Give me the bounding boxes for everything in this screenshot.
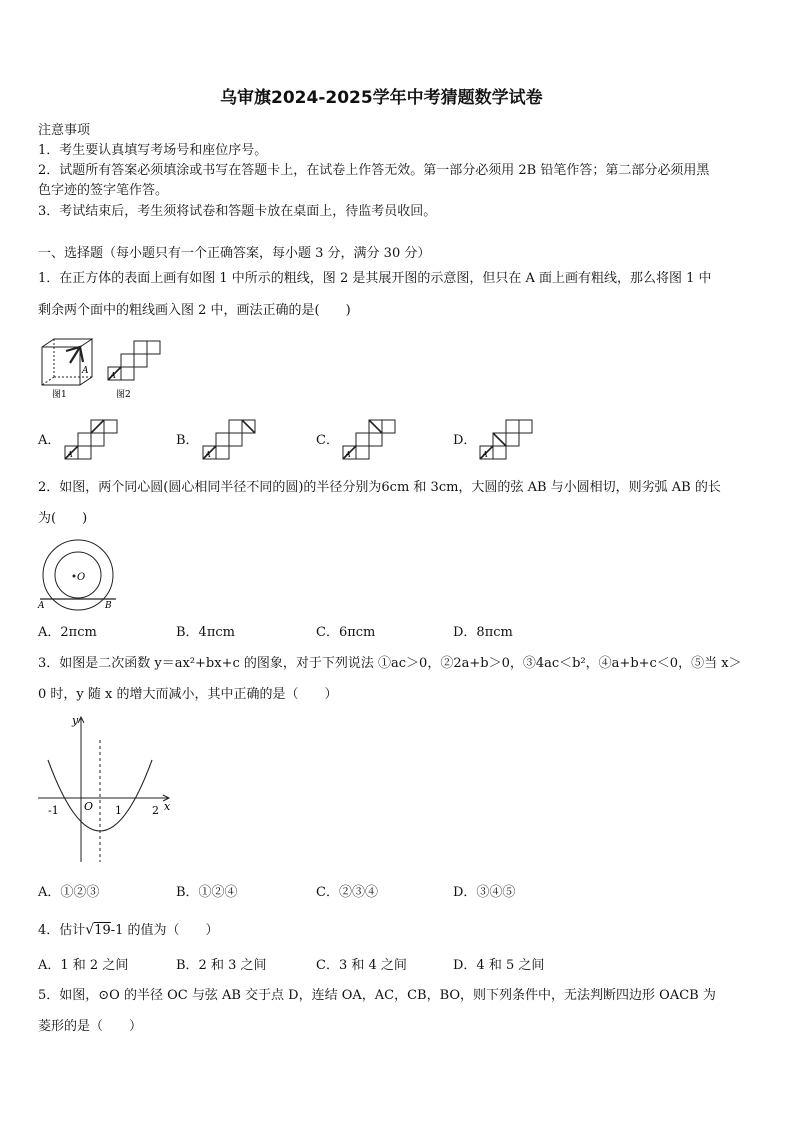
q3-option-d[interactable]: D．③④⑤ <box>453 885 516 900</box>
q4-option-d[interactable]: D．4 和 5 之间 <box>453 958 545 973</box>
notice-heading: 注意事项 <box>38 123 91 138</box>
q1-option-b[interactable]: B． <box>176 433 199 448</box>
notice-item-2-cont: 色字迹的签字笔作答。 <box>38 183 169 198</box>
q4-text <box>38 922 219 939</box>
q1-option-a[interactable]: A． <box>38 433 61 448</box>
section-heading: 一、选择题（每小题只有一个正确答案，每小题 3 分，满分 30 分） <box>38 246 431 261</box>
notice-item-3: 3．考试结束后，考生须将试卷和答题卡放在桌面上，待监考员收回。 <box>38 204 437 219</box>
q5-text-line1: 5．如图，⊙O 的半径 OC 与弦 AB 交于点 D，连结 OA，AC，CB，BO，则下列条件中，无法判断四边形 OACB 为 <box>38 988 716 1003</box>
q3-text-line1: 3．如图是二次函数 y＝ax²+bx+c 的图象，对于下列说法 ①ac＞0，②2a+b＞0，③4ac＜b²，④a+b+c＜0，⑤当 x＞ <box>38 656 742 671</box>
q4-option-c[interactable]: C．3 和 4 之间 <box>316 958 407 973</box>
q2-option-a[interactable]: A．2πcm <box>38 625 97 640</box>
q1-fig2-label: 图2 <box>116 390 131 400</box>
q3-axis-x-label: x <box>164 800 171 813</box>
q4-option-a[interactable]: A．1 和 2 之间 <box>38 958 129 973</box>
page-title: 乌审旗2024-2025学年中考猜题数学试卷 <box>220 88 543 108</box>
q1-option-c-face-label: A <box>345 450 351 459</box>
q3-option-a[interactable]: A．①②③ <box>38 885 100 900</box>
q3-text-line2: 0 时，y 随 x 的增大而减小，其中正确的是（ ） <box>38 687 338 702</box>
q1-option-c[interactable]: C． <box>316 433 339 448</box>
q2-text-line2: 为( ) <box>38 511 88 526</box>
q3-figure-parabola <box>36 712 176 872</box>
q4-option-b[interactable]: B．2 和 3 之间 <box>176 958 267 973</box>
q4-sqrt-sign: √ <box>85 922 95 938</box>
q2-center-label: O <box>77 572 86 583</box>
q1-option-d[interactable]: D． <box>453 433 477 448</box>
q1-cube-face-label: A <box>82 366 89 376</box>
q1-text-line1: 1．在正方体的表面上画有如图 1 中所示的粗线，图 2 是其展开图的示意图，但只在 A 面上画有粗线，那么将图 1 中 <box>38 271 712 286</box>
q3-axis-y-label: y <box>72 714 79 727</box>
q2-figure-circles <box>35 538 125 612</box>
q1-figure-net <box>106 341 162 399</box>
q2-point-a-label: A <box>38 601 45 611</box>
q3-origin-label: O <box>84 800 94 813</box>
q1-option-a-face-label: A <box>67 450 73 459</box>
q1-option-c-net <box>341 420 397 460</box>
q1-option-d-face-label: A <box>482 450 488 459</box>
q1-option-d-net <box>478 420 534 460</box>
q1-net-face-label: A <box>110 371 116 380</box>
q4-text-post: -1 的值为（ ） <box>110 923 219 938</box>
q2-option-c[interactable]: C．6πcm <box>316 625 376 640</box>
q5-text-line2: 菱形的是（ ） <box>38 1019 143 1034</box>
q2-point-b-label: B <box>105 601 112 611</box>
q3-tick-neg1: -1 <box>48 804 59 817</box>
q3-tick-2: 2 <box>152 804 159 817</box>
q1-fig1-label: 图1 <box>52 390 67 400</box>
q1-option-a-net <box>63 420 119 460</box>
q1-option-b-face-label: A <box>205 450 211 459</box>
notice-item-1: 1．考生要认真填写考场号和座位序号。 <box>38 143 268 158</box>
q2-option-d[interactable]: D．8πcm <box>453 625 513 640</box>
q3-option-c[interactable]: C．②③④ <box>316 885 378 900</box>
q3-tick-1: 1 <box>115 804 122 817</box>
notice-item-2: 2．试题所有答案必须填涂或书写在答题卡上，在试卷上作答无效。第一部分必须用 2B 铅笔作答；第二部分必须用黑 <box>38 163 710 178</box>
q1-option-b-net <box>201 420 257 460</box>
q1-figure-cube <box>40 337 100 399</box>
q2-option-b[interactable]: B．4πcm <box>176 625 235 640</box>
q4-text-pre: 4．估计 <box>38 923 86 938</box>
q1-text-line2: 剩余两个面中的粗线画入图 2 中，画法正确的是( ) <box>38 303 351 318</box>
q4-radicand: 19 <box>94 923 111 938</box>
q2-text-line1: 2．如图，两个同心圆(圆心相同半径不同的圆)的半径分别为6cm 和 3cm，大圆的弦 AB 与小圆相切，则劣弧 AB 的长 <box>38 480 721 495</box>
q3-option-b[interactable]: B．①②④ <box>176 885 238 900</box>
